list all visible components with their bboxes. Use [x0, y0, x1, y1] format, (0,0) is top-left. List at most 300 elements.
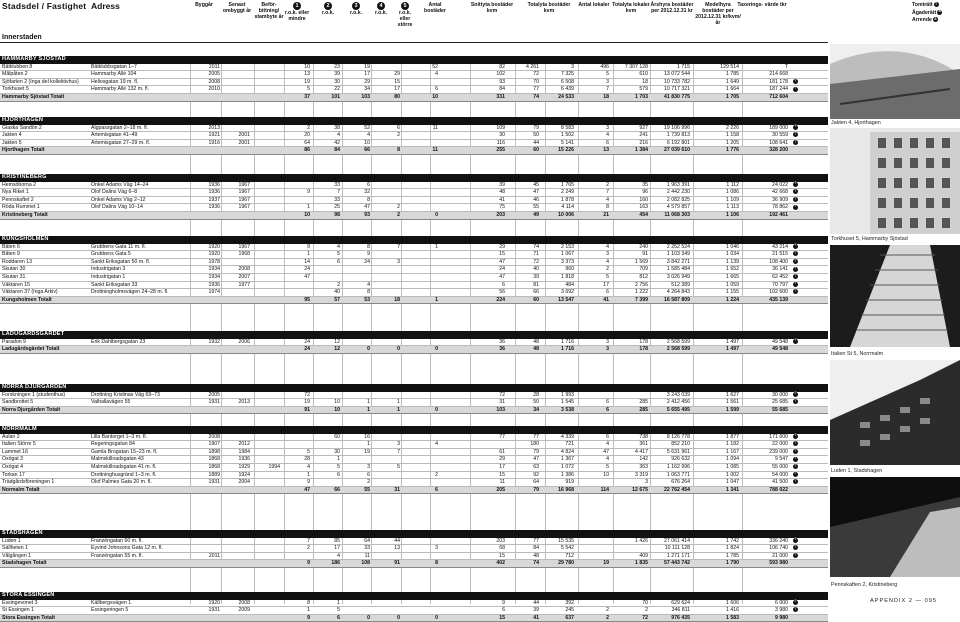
- cell-totalyta-lokaler: 178: [639, 338, 648, 345]
- cell-adress: Drottning Kristinas Väg 69–73: [91, 391, 160, 398]
- cell-medelhyra: 2 226: [726, 124, 739, 131]
- cell-rok2: 38: [334, 124, 340, 131]
- cell-taxeringsvarde: 30 000: [772, 391, 788, 398]
- table-row: [0, 64, 828, 72]
- cell-snittyta: 50: [533, 399, 539, 406]
- cell-fastighet: Sjöfarten 2 (Inga del kollektivhus): [2, 78, 79, 85]
- cell-snittyta: 48: [533, 338, 539, 345]
- col-header-label: Beför- bittning/ stambyte år: [254, 2, 284, 21]
- cell-arshyra: 57 443 742: [664, 560, 690, 567]
- cell-fastighet: Forskningen 1 (studenthus): [2, 391, 66, 398]
- cell-byggar: 1978: [208, 258, 220, 265]
- cell-rok1: 1: [307, 251, 310, 258]
- cell-arshyra: 10 717 321: [664, 86, 690, 93]
- cell-rok3: 33: [364, 545, 370, 552]
- cell-totalyta-bostader: 1 072: [561, 463, 574, 470]
- cell-fastighet: Normalm Totalt: [2, 486, 40, 493]
- cell-totalyta-lokaler: 709: [639, 266, 648, 273]
- cell-rok5: 0: [435, 346, 438, 353]
- tomtratt-icon: T: [794, 607, 797, 612]
- cell-arshyra: 10 733 782: [664, 78, 690, 85]
- table-row: [0, 289, 828, 297]
- cell-rok2: 4: [337, 132, 340, 139]
- cell-adress: Malmskillnadsgatan 43: [91, 456, 144, 463]
- table-row: [0, 140, 828, 148]
- cell-medelhyra: 1 824: [726, 545, 739, 552]
- cell-taxeringsvarde: 41 500: [772, 479, 788, 486]
- cell-taxeringsvarde: 712 604: [769, 93, 788, 100]
- tomtratt-icon: T: [794, 552, 797, 557]
- col-header-label: r.o.k.: [321, 10, 335, 16]
- table-row: [0, 79, 828, 87]
- cell-fastighet: Hjorthagen Totalt: [2, 147, 45, 154]
- cell-antal-lokaler: 5: [606, 273, 609, 280]
- cell-medelhyra: 1 158: [726, 132, 739, 139]
- cell-medelhyra: 1 085: [726, 463, 739, 470]
- cell-fastighet: Jakten 4: [2, 132, 22, 139]
- col-header-c3: [345, 2, 367, 16]
- col-header-label: r.o.k. eller mindre: [284, 10, 310, 23]
- cell-totalyta-bostader: 10 006: [558, 211, 574, 218]
- cell-snittyta: 55: [533, 204, 539, 211]
- cell-rok5: 10: [432, 93, 438, 100]
- cell-antal-lokaler: 41: [603, 296, 609, 303]
- col-header-label: r.o.k.: [349, 10, 363, 16]
- cell-fastighet: Stadshagen Totalt: [2, 560, 47, 567]
- cell-rok3: 10: [364, 139, 370, 146]
- legend-glyph-icon: Ä: [938, 9, 941, 14]
- cell-fastighet: St Essingen 1: [2, 607, 35, 614]
- cell-medelhyra: 1 583: [726, 614, 739, 621]
- cell-byggar: 1889: [208, 471, 220, 478]
- tomtratt-icon: T: [794, 448, 797, 453]
- cell-rok3: 8: [367, 289, 370, 296]
- cell-rok4: 29: [394, 71, 400, 78]
- cell-totalyta-lokaler: 927: [639, 124, 648, 131]
- cell-taxeringsvarde: 42 668: [772, 189, 788, 196]
- cell-fastighet: Aulan 2: [2, 433, 20, 440]
- cell-senast: 2012: [238, 441, 250, 448]
- cell-arshyra: 1 585 484: [666, 266, 690, 273]
- cell-totalyta-lokaler: 610: [639, 71, 648, 78]
- cell-medelhyra: 1 497: [726, 338, 739, 345]
- total-row: [0, 407, 828, 415]
- cell-antal-bostader: 41: [499, 196, 505, 203]
- cell-rok3: 108: [361, 560, 370, 567]
- cell-totalyta-lokaler: 7 399: [635, 296, 648, 303]
- cell-antal-bostader: 82: [499, 63, 505, 70]
- cell-fastighet: Roddaren 13: [2, 258, 32, 265]
- cell-taxeringsvarde: 21 515: [772, 251, 788, 258]
- cell-byggar: 1920: [208, 599, 220, 606]
- cell-snittyta: 70: [533, 78, 539, 85]
- cell-rok4: 6: [397, 124, 400, 131]
- cell-rok2: 66: [334, 486, 340, 493]
- cell-snittyta: 60: [533, 147, 539, 154]
- cell-totalyta-lokaler: 579: [639, 86, 648, 93]
- cell-antal-lokaler: 10: [603, 471, 609, 478]
- section-heading: STADSHAGEN: [0, 530, 828, 538]
- cell-fastighet: Norra Djurgården Totalt: [2, 406, 61, 413]
- cell-senast: 1967: [238, 243, 250, 250]
- cell-rok4: 7: [397, 448, 400, 455]
- cell-medelhyra: 1 139: [726, 258, 739, 265]
- cell-medelhyra: 1 155: [726, 289, 739, 296]
- cell-totalyta-bostader: 15 535: [558, 537, 574, 544]
- cell-snittyta: 71: [533, 251, 539, 258]
- cell-antal-bostader: 116: [496, 139, 505, 146]
- cell-antal-bostader: 9: [502, 599, 505, 606]
- col-number-badge: 1: [293, 2, 301, 10]
- cell-senast: 2008: [238, 266, 250, 273]
- cell-medelhyra: 1 224: [726, 296, 739, 303]
- cell-rok2: 60: [334, 433, 340, 440]
- cell-senast: 1968: [238, 251, 250, 258]
- cell-antal-bostader: 36: [499, 338, 505, 345]
- cell-medelhyra: 1 167: [726, 448, 739, 455]
- cell-senast: 1936: [238, 456, 250, 463]
- cell-medelhyra: 1 047: [726, 479, 739, 486]
- cell-taxeringsvarde: 171 600: [769, 433, 788, 440]
- section-heading: LADUGÅRDSGÄRDET: [0, 331, 828, 339]
- photo-pennskaften-2: [830, 477, 960, 577]
- cell-totalyta-lokaler: 70: [642, 599, 648, 606]
- cell-rok3: 11: [364, 552, 370, 559]
- cell-antal-lokaler: 2: [606, 607, 609, 614]
- cell-medelhyra: 1 205: [726, 139, 739, 146]
- cell-rok1: 19: [304, 399, 310, 406]
- cell-totalyta-lokaler: 2: [645, 607, 648, 614]
- cell-rok5: 0: [435, 614, 438, 621]
- cell-fastighet: Ladugårdsgärdet Totalt: [2, 346, 60, 353]
- cell-byggar: 1974: [208, 289, 220, 296]
- table-row: [0, 472, 828, 480]
- cell-rok3: 47: [364, 204, 370, 211]
- cell-taxeringsvarde: 78 862: [772, 204, 788, 211]
- col-header-label: Årshyra bostäder per 2012.12.31 kr: [650, 2, 694, 15]
- cell-medelhyra: 1 106: [726, 211, 739, 218]
- cell-antal-lokaler: 3: [606, 338, 609, 345]
- cell-rok5: 0: [435, 406, 438, 413]
- section-heading: NORRA DJURGÅRDEN: [0, 384, 828, 392]
- cell-totalyta-bostader: 15 226: [558, 147, 574, 154]
- cell-arshyra: 1 963 391: [666, 181, 690, 188]
- section-hammarby-sjöstad: [0, 56, 828, 102]
- cell-antal-bostader: 331: [496, 93, 505, 100]
- col-header-label: Taxerings- värde tkr: [737, 2, 787, 8]
- cell-rok2: 30: [334, 78, 340, 85]
- cell-rok3: 103: [361, 93, 370, 100]
- table-row: [0, 399, 828, 407]
- cell-antal-bostader: 15: [499, 471, 505, 478]
- section-kristineberg: [0, 174, 828, 220]
- cell-arshyra: 2 082 825: [666, 196, 690, 203]
- cell-rok2: 6: [337, 614, 340, 621]
- section-stadshagen: [0, 530, 828, 568]
- cell-taxeringsvarde: 36 141: [772, 266, 788, 273]
- cell-rok1: 37: [304, 93, 310, 100]
- cell-rok2: 7: [337, 189, 340, 196]
- cell-arshyra: 629 624: [671, 599, 690, 606]
- cell-medelhyra: 1 776: [726, 147, 739, 154]
- cell-totalyta-lokaler: 1 703: [635, 93, 648, 100]
- cell-taxeringsvarde: 108 641: [769, 139, 788, 146]
- cell-antal-lokaler: 13: [603, 147, 609, 154]
- legend-label: Arrende: [912, 17, 932, 23]
- cell-fastighet: Paradon 9: [2, 338, 26, 345]
- cell-snittyta: 66: [533, 289, 539, 296]
- cell-rok3: 1: [367, 399, 370, 406]
- cell-antal-lokaler: 18: [603, 93, 609, 100]
- cell-fastighet: Torkhuset 5: [2, 86, 29, 93]
- cell-upplatelse: [790, 399, 800, 407]
- cell-arshyra: 1 715: [677, 63, 690, 70]
- cell-snittyta: 44: [533, 599, 539, 606]
- cell-rok3: 1: [367, 441, 370, 448]
- cell-rok1: 5: [307, 448, 310, 455]
- cell-rok2: 23: [334, 63, 340, 70]
- col-number-badge: 4: [377, 2, 385, 10]
- cell-fastighet: Kristineberg Totalt: [2, 211, 48, 218]
- cell-arshyra: 2 442 230: [666, 189, 690, 196]
- col-header-label: Totalyta bostäder kvm: [527, 2, 571, 15]
- cell-taxeringsvarde: 30 559: [772, 132, 788, 139]
- cell-senast: 2013: [238, 399, 250, 406]
- cell-rok5: 52: [432, 63, 438, 70]
- cell-rok2: 4: [337, 243, 340, 250]
- cell-senast: 1967: [238, 189, 250, 196]
- cell-arshyra: 852 210: [671, 441, 690, 448]
- cell-rok1: 4: [307, 463, 310, 470]
- cell-rok1: 9: [307, 614, 310, 621]
- cell-antal-lokaler: 5: [606, 463, 609, 470]
- cell-totalyta-lokaler: 409: [639, 552, 648, 559]
- cell-antal-lokaler: 4: [606, 258, 609, 265]
- table-row: [0, 274, 828, 282]
- cell-rok1: 1: [307, 607, 310, 614]
- section-heading: HAMMARBY SJÖSTAD: [0, 56, 828, 64]
- cell-totalyta-lokaler: 160: [639, 196, 648, 203]
- cell-rok1: 47: [304, 486, 310, 493]
- cell-antal-lokaler: 4: [606, 456, 609, 463]
- cell-rok3: 1: [367, 406, 370, 413]
- cell-adress: Franzéngatan 60 m. fl.: [91, 537, 143, 544]
- cell-byggar: 2013: [208, 124, 220, 131]
- cell-bofor: 1994: [268, 463, 280, 470]
- cell-arshyra: 1 739 813: [666, 132, 690, 139]
- cell-byggar: 1934: [208, 273, 220, 280]
- cell-rok1: 7: [307, 537, 310, 544]
- tomtratt-icon: T: [794, 251, 797, 256]
- cell-antal-lokaler: 4: [606, 196, 609, 203]
- cell-rok4: 17: [394, 86, 400, 93]
- cell-byggar: 1920: [208, 251, 220, 258]
- cell-adress: Sankt Eriksgatan 50 m. fl.: [91, 258, 151, 265]
- col-header-adress: Adress: [91, 1, 120, 11]
- cell-antal-lokaler: 2: [606, 614, 609, 621]
- cell-taxeringsvarde: 336 240: [769, 537, 788, 544]
- cell-antal-lokaler: 3: [606, 124, 609, 131]
- cell-medelhyra: 1 649: [726, 78, 739, 85]
- table-row: [0, 182, 828, 190]
- cell-totalyta-lokaler: 18: [642, 78, 648, 85]
- table-row: [0, 125, 828, 133]
- legend-item: [912, 17, 960, 25]
- table-row: [0, 266, 828, 274]
- cell-rok1: 91: [304, 406, 310, 413]
- cell-rok5: 11: [432, 147, 438, 154]
- col-header-arshyra: [650, 2, 694, 14]
- cell-taxeringsvarde: 3 980: [775, 607, 788, 614]
- tomtratt-icon: T: [794, 288, 797, 293]
- cell-fastighet: Skutan 30: [2, 266, 26, 273]
- total-row: [0, 94, 828, 102]
- table-row: [0, 282, 828, 290]
- cell-adress: Onkel Adams Väg 2–12: [91, 196, 146, 203]
- cell-arshyra: 41 830 775: [664, 93, 690, 100]
- cell-antal-bostader: 29: [499, 456, 505, 463]
- cell-totalyta-lokaler: 96: [642, 189, 648, 196]
- cell-byggar: 1937: [208, 196, 220, 203]
- cell-medelhyra: 1 790: [726, 560, 739, 567]
- cell-rok3: 55: [364, 486, 370, 493]
- cell-arshyra: 27 039 610: [664, 147, 690, 154]
- cell-adress: Heliosgatan 19 m. fl.: [91, 78, 139, 85]
- cell-upplatelse: [790, 86, 800, 94]
- cell-antal-lokaler: 3: [606, 346, 609, 353]
- cell-antal-bostader: 11: [499, 479, 505, 486]
- cell-snittyta: 79: [533, 124, 539, 131]
- cell-rok1: 9: [307, 479, 310, 486]
- cell-upplatelse: [790, 607, 800, 615]
- cell-taxeringsvarde: 22 000: [772, 441, 788, 448]
- cell-taxeringsvarde: 24 022: [772, 181, 788, 188]
- total-row: [0, 346, 828, 354]
- photo-caption: Italien St 5, Norrmalm: [831, 351, 884, 357]
- cell-rok1: 9: [307, 560, 310, 567]
- cell-adress: Olof Dalins Väg 10–14: [91, 204, 143, 211]
- cell-antal-lokaler: 6: [606, 139, 609, 146]
- cell-fastighet: Båten 6: [2, 243, 20, 250]
- cell-byggar: 1936: [208, 189, 220, 196]
- cell-rok2: 22: [334, 86, 340, 93]
- cell-senast: 1924: [238, 471, 250, 478]
- header-rule: [0, 42, 828, 43]
- cell-rok4: 44: [394, 537, 400, 544]
- cell-snittyta: 47: [533, 189, 539, 196]
- cell-medelhyra: 1 627: [726, 391, 739, 398]
- cell-antal-lokaler: 114: [600, 486, 609, 493]
- total-row: [0, 487, 828, 495]
- cell-totalyta-bostader: 919: [565, 479, 574, 486]
- table-row: [0, 434, 828, 442]
- cell-totalyta-lokaler: 738: [639, 433, 648, 440]
- cell-totalyta-bostader: 1 993: [561, 391, 574, 398]
- cell-taxeringsvarde: 108 400: [769, 258, 788, 265]
- cell-snittyta: 74: [533, 243, 539, 250]
- cell-antal-lokaler: 496: [600, 63, 609, 70]
- cell-taxeringsvarde: 214 668: [769, 71, 788, 78]
- cell-totalyta-bostader: 1 067: [561, 251, 574, 258]
- cell-snittyta: 72: [533, 71, 539, 78]
- tomtratt-icon: T: [794, 86, 797, 91]
- tomtratt-icon: T: [794, 599, 797, 604]
- cell-totalyta-lokaler: 35: [642, 181, 648, 188]
- cell-arshyra: 2 412 456: [666, 399, 690, 406]
- cell-snittyta: 79: [533, 448, 539, 455]
- cell-rok2: 33: [334, 181, 340, 188]
- cell-rok4: 18: [394, 296, 400, 303]
- tomtratt-icon: T: [794, 456, 797, 461]
- cell-senast: 1967: [238, 196, 250, 203]
- cell-rok1: 9: [307, 189, 310, 196]
- cell-totalyta-bostader: 1 367: [561, 456, 574, 463]
- cell-antal-bostader: 6: [502, 281, 505, 288]
- cell-totalyta-lokaler: 241: [639, 132, 648, 139]
- cell-snittyta: 79: [533, 486, 539, 493]
- cell-rok4: 3: [397, 258, 400, 265]
- cell-antal-lokaler: 6: [606, 399, 609, 406]
- cell-byggar: 1936: [208, 181, 220, 188]
- cell-totalyta-bostader: 6 439: [561, 86, 574, 93]
- cell-totalyta-bostader: 1 765: [561, 181, 574, 188]
- photo-caption: Jakten 4, Hjorthagen: [831, 120, 881, 126]
- cell-adress: Regeringsgatan 84: [91, 441, 135, 448]
- cell-rok3: 29: [364, 78, 370, 85]
- tomtratt-icon: T: [794, 399, 797, 404]
- col-header-label: r.o.k.: [374, 10, 388, 16]
- tomtratt-icon: T: [794, 537, 797, 542]
- cell-rok2: 12: [334, 346, 340, 353]
- cell-rok2: 1: [337, 599, 340, 606]
- cell-totalyta-lokaler: 91: [642, 251, 648, 258]
- tomtratt-icon: T: [794, 433, 797, 438]
- cell-medelhyra: 1 094: [726, 456, 739, 463]
- cell-medelhyra: 1 599: [726, 406, 739, 413]
- photo-caption: Pennskaften 2, Kristineberg: [831, 582, 898, 588]
- cell-fastighet: Hammarby Sjöstad Totalt: [2, 93, 65, 100]
- cell-rok4: 1: [397, 399, 400, 406]
- cell-totalyta-bostader: 5 141: [561, 139, 574, 146]
- cell-antal-bostader: 17: [499, 463, 505, 470]
- cell-taxeringsvarde: 788 022: [769, 486, 788, 493]
- cell-taxeringsvarde: 181 178: [769, 78, 788, 85]
- cell-taxeringsvarde: 328 200: [769, 147, 788, 154]
- cell-rok2: 101: [331, 93, 340, 100]
- section-norrmalm: [0, 426, 828, 494]
- cell-byggar: 1868: [208, 463, 220, 470]
- cell-fastighet: Hemsöborna 2: [2, 181, 37, 188]
- table-row: [0, 259, 828, 267]
- cell-fastighet: Pennskaftet 2: [2, 196, 34, 203]
- cell-antal-lokaler: 7: [606, 189, 609, 196]
- cell-totalyta-bostader: 2 249: [561, 189, 574, 196]
- cell-taxeringsvarde: 192 461: [769, 211, 788, 218]
- cell-medelhyra: 1 341: [726, 486, 739, 493]
- cell-medelhyra: 129 514: [720, 63, 739, 70]
- cell-rok2: 98: [334, 211, 340, 218]
- cell-medelhyra: 1 664: [726, 86, 739, 93]
- cell-fastighet: Luden 1: [2, 537, 21, 544]
- cell-rok5: 4: [435, 441, 438, 448]
- cell-antal-bostader: 31: [499, 399, 505, 406]
- cell-antal-lokaler: 6: [606, 406, 609, 413]
- cell-adress: Älgpassgatan 2–18 m. fl.: [91, 124, 149, 131]
- cell-arshyra: 5 631 961: [666, 448, 690, 455]
- cell-taxeringsvarde: 55 000: [772, 463, 788, 470]
- cell-rok2: 85: [334, 537, 340, 544]
- table-row: [0, 607, 828, 615]
